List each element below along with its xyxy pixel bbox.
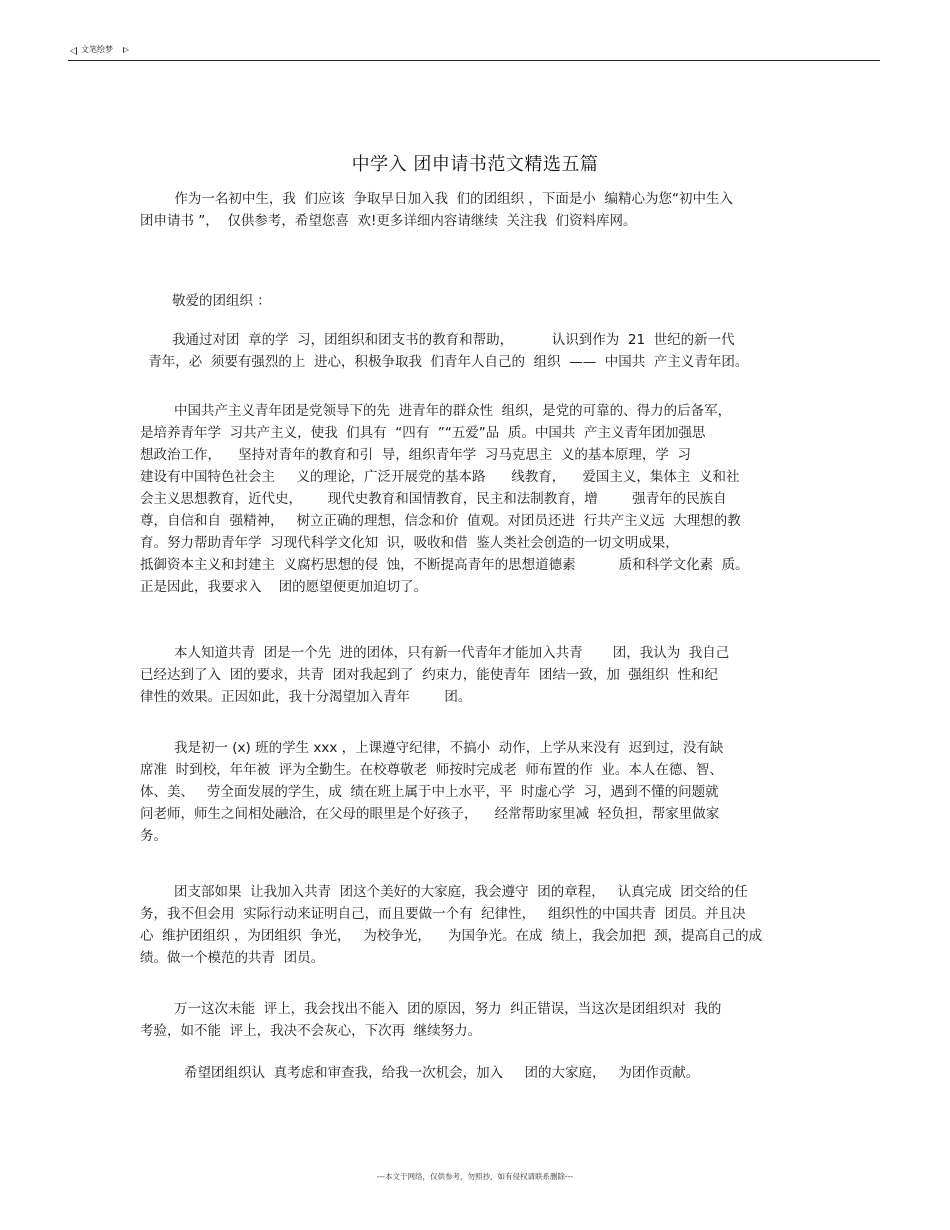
text-line: 团支部如果 让我加入共青 团这个美好的大家庭，我会遵守 团的章程， 认真完成 团交给的任 [174, 884, 748, 900]
paragraph-5 [140, 881, 830, 969]
triangle-right-icon [123, 47, 129, 53]
text-line: 我通过对团 章的学 习，团组织和团支书的教育和帮助， 认识到作为 21 世纪的新一代 [172, 332, 735, 348]
paragraph-7 [140, 1062, 830, 1084]
text-line: 是培养青年学 习共产主义，使我 们具有 “四有 ”“五爱”品 质。中国共 产主义青年团加强思 [140, 425, 706, 441]
text-line: 团申请书 ”， 仅供参考，希望您喜 欢!更多详细内容请继续 关注我 们资料库网。 [140, 213, 637, 229]
text-line: 青年，必 须要有强烈的上 进心，积极争取我 们青年人自己的 组织 —— 中国共 产主义青年团。 [144, 354, 749, 370]
text-line: 建设有中国特色社会主 义的理论，广泛开展党的基本路 线教育， 爱国主义，集体主 义和社 [140, 469, 740, 485]
text-line: 万一这次未能 评上，我会找出不能入 团的原因，努力 纠正错误，当这次是团组织对 我的 [174, 1001, 722, 1017]
paragraph-3 [140, 642, 830, 708]
text-line: 务。 [140, 828, 167, 844]
header-label: 文笔绘梦 [81, 45, 113, 54]
text-line: 席准 时到校，年年被 评为全勤生。在校尊敬老 师按时完成老 师布置的作 业。本人在德、智、 [140, 762, 723, 778]
text-line: 希望团组织认 真考虑和审查我，给我一次机会，加入 团的大家庭， 为团作贡献。 [184, 1065, 700, 1081]
document-title: 中学入 团申请书范文精选五篇 [351, 154, 599, 175]
text-line: 绩。做一个模范的共青 团员。 [140, 950, 325, 966]
text-line: 本人知道共青 团是一个先 进的团体，只有新一代青年才能加入共青 团，我认为 我自己 [174, 645, 730, 661]
paragraph-2 [140, 400, 830, 598]
text-line: 作为一名初中生，我 们应该 争取早日加入我 们的团组织 ，下面是小 编精心为您“初中生入 [140, 191, 733, 207]
paragraph-4 [140, 737, 830, 847]
text-line: 心 维护团组织 ，为团组织 争光， 为校争光， 为国争光。在成 绩上，我会加把 颈，提高自己的成 [140, 928, 763, 944]
triangle-left-icon [70, 47, 77, 55]
page-footer: ---本文于网络，仅供参考，勿照抄，如有侵权请联系删除--- [376, 1172, 574, 1181]
text-line: 律性的效果。正因如此，我十分渴望加入青年 团。 [140, 689, 472, 705]
text-line: 考验，如不能 评上，我决不会灰心，下次再 继续努力。 [140, 1023, 482, 1039]
text-line: 会主义思想教育，近代史， 现代史教育和国情教育，民主和法制教育，增 强青年的民族自 [140, 491, 727, 507]
paragraph-6 [140, 998, 830, 1042]
text-line: 尊，自信和自 强精神， 树立正确的理想，信念和价 值观。对团员还进 行共产主义远 大理想的教 [140, 513, 741, 529]
text-line: 务，我不但会用 实际行动来证明自己，而且要做一个有 纪律性， 组织性的中国共青 团员。并且决 [140, 906, 746, 922]
paragraph-1 [144, 329, 832, 373]
text-line: 育。努力帮助青年学 习现代科学文化知 识，吸收和借 鉴人类社会创造的一切文明成果， [140, 535, 679, 551]
text-line: 已经达到了入 团的要求，共青 团对我起到了 约束力，能使青年 团结一致，加 强组织 性和纪 [140, 667, 718, 683]
text-line: 中国共产主义青年团是党领导下的先 进青年的群众性 组织，是党的可靠的、得力的后备军， [174, 403, 732, 419]
text-line: 我是初一 (x) 班的学生 xxx ，上课遵守纪律，不搞小 动作，上学从来没有 迟到过，没有缺 [174, 740, 724, 756]
text-line: 正是因此，我要求入 团的愿望便更加迫切了。 [140, 579, 428, 595]
text-line: 体、美、 劳全面发展的学生，成 绩在班上属于中上水平，平 时虚心学 习，遇到不懂的问题就 [140, 784, 719, 800]
salutation: 敬爱的团组织 ： [172, 293, 271, 309]
text-line: 抵御资本主义和封建主 义腐朽思想的侵 蚀，不断提高青年的思想道德素 质和科学文化素 质。 [140, 557, 749, 573]
page-header [68, 44, 880, 61]
text-line: 想政治工作， 坚持对青年的教育和引 导，组织青年学 习马克思主 义的基本原理，学 习 [140, 447, 691, 463]
text-line: 问老师，师生之间相处融洽，在父母的眼里是个好孩子， 经常帮助家里减 轻负担，帮家里做家 [140, 806, 720, 822]
intro-paragraph [140, 188, 830, 232]
